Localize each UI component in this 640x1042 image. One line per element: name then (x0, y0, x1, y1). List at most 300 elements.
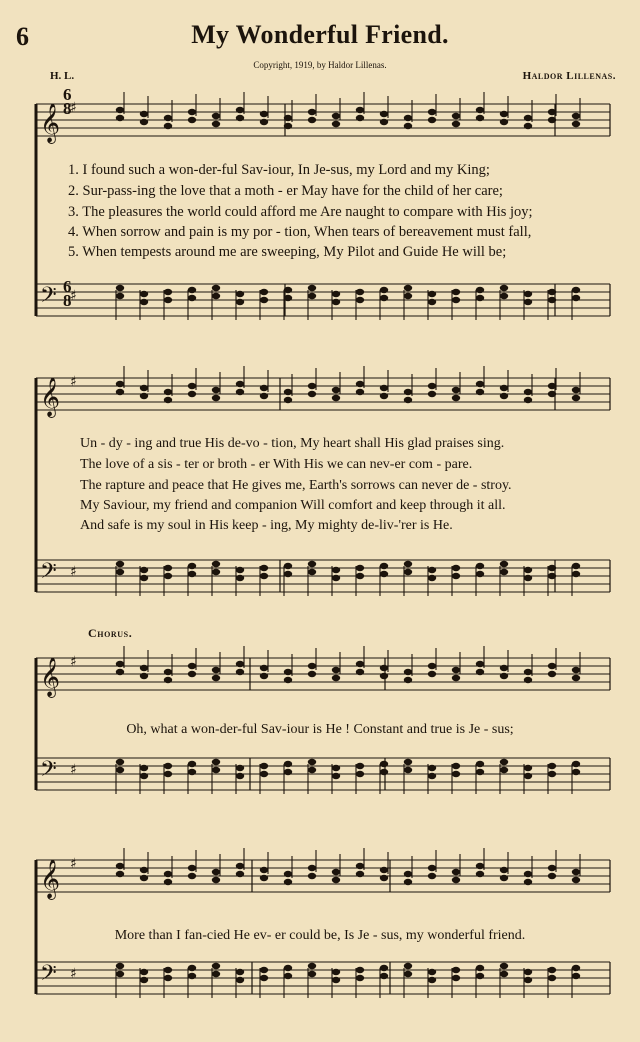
sharp-icon: ♯ (70, 762, 77, 778)
notehead (308, 109, 316, 115)
notehead (236, 381, 244, 387)
notehead (500, 759, 508, 765)
notehead (140, 665, 148, 671)
notehead (524, 575, 532, 581)
notehead (260, 771, 268, 777)
verse-2-line-2: The love of a sis - ter or broth - er With His we can nev-er com - pare. (80, 457, 473, 472)
notehead (260, 393, 268, 399)
notehead (308, 391, 316, 397)
notehead (188, 383, 196, 389)
notehead (140, 765, 148, 771)
notehead (428, 575, 436, 581)
notehead (404, 879, 412, 885)
notehead (404, 561, 412, 567)
notehead (236, 567, 244, 573)
notehead (308, 569, 316, 575)
notehead (452, 113, 460, 119)
notehead (476, 381, 484, 387)
notehead (500, 673, 508, 679)
notehead (356, 771, 364, 777)
notehead (260, 967, 268, 973)
notehead (356, 573, 364, 579)
notehead (548, 117, 556, 123)
treble-clef-icon: 𝄞 (40, 657, 61, 697)
notehead (500, 767, 508, 773)
notehead (260, 385, 268, 391)
notehead (308, 971, 316, 977)
notehead (188, 865, 196, 871)
notehead (140, 969, 148, 975)
notehead (476, 973, 484, 979)
sharp-icon: ♯ (70, 100, 77, 116)
notehead (164, 115, 172, 121)
notehead (356, 289, 364, 295)
notehead (140, 393, 148, 399)
notehead (284, 879, 292, 885)
notehead (572, 387, 580, 393)
notehead (236, 765, 244, 771)
notehead (476, 669, 484, 675)
notehead (380, 393, 388, 399)
notehead (548, 109, 556, 115)
notehead (356, 669, 364, 675)
treble-clef-icon: 𝄞 (40, 103, 61, 143)
chorus-line-2: More than I fan-cied He ev- er could be, Is Je - sus, my wonderful friend. (114, 928, 526, 943)
notehead (164, 967, 172, 973)
page-number: 6 (16, 22, 29, 51)
notehead (500, 285, 508, 291)
notehead (524, 299, 532, 305)
notehead (524, 291, 532, 297)
notehead (524, 397, 532, 403)
notehead (116, 759, 124, 765)
notehead (116, 381, 124, 387)
notehead (140, 119, 148, 125)
notehead (548, 975, 556, 981)
notehead (332, 765, 340, 771)
notehead (164, 389, 172, 395)
notehead (452, 297, 460, 303)
notehead (260, 867, 268, 873)
notehead (380, 665, 388, 671)
notehead (452, 121, 460, 127)
notehead (572, 973, 580, 979)
notehead (332, 121, 340, 127)
notehead (476, 115, 484, 121)
notehead (308, 285, 316, 291)
notehead (284, 571, 292, 577)
notehead (308, 117, 316, 123)
notehead (548, 565, 556, 571)
notehead (452, 975, 460, 981)
notehead (236, 969, 244, 975)
notehead (476, 761, 484, 767)
notehead (116, 863, 124, 869)
verse-1-line-1: 1. I found such a won-der-ful Sav-iour, In Je-sus, my Lord and my King; (68, 162, 490, 178)
notehead (428, 773, 436, 779)
verse-1-line-2: Un - dy - ing and true His de-vo - tion, My heart shall His glad praises sing. (80, 436, 505, 451)
notehead (428, 663, 436, 669)
notehead (404, 397, 412, 403)
notehead (284, 115, 292, 121)
notehead (260, 573, 268, 579)
composer-name: Haldor Lillenas. (522, 70, 616, 82)
notehead (332, 869, 340, 875)
treble-clef-icon: 𝄞 (40, 859, 61, 899)
notehead (428, 567, 436, 573)
notehead (236, 661, 244, 667)
notehead (524, 123, 532, 129)
notehead (116, 971, 124, 977)
notehead (308, 759, 316, 765)
notehead (188, 117, 196, 123)
notehead (212, 569, 220, 575)
notehead (404, 963, 412, 969)
notehead (524, 765, 532, 771)
notehead (548, 289, 556, 295)
hymn-title: My Wonderful Friend. (191, 20, 449, 49)
notehead (452, 395, 460, 401)
notehead (380, 385, 388, 391)
verse-5-line-2: And safe is my soul in His keep - ing, My mighty de-liv-'rer is He. (80, 518, 453, 533)
verse-4-line-1: 4. When sorrow and pain is my por - tion, When tears of bereavement must fall, (68, 224, 532, 240)
notehead (476, 563, 484, 569)
notehead (500, 867, 508, 873)
sharp-icon: ♯ (70, 288, 77, 304)
notehead (164, 123, 172, 129)
notehead (332, 299, 340, 305)
notehead (332, 387, 340, 393)
notehead (164, 871, 172, 877)
notehead (284, 563, 292, 569)
notehead (116, 767, 124, 773)
notehead (356, 967, 364, 973)
notehead (308, 561, 316, 567)
notehead (116, 389, 124, 395)
sharp-icon: ♯ (70, 564, 77, 580)
notehead (236, 115, 244, 121)
notehead (140, 299, 148, 305)
notehead (236, 863, 244, 869)
notehead (236, 299, 244, 305)
notehead (236, 107, 244, 113)
notehead (164, 573, 172, 579)
notehead (404, 767, 412, 773)
notehead (380, 571, 388, 577)
notehead (572, 563, 580, 569)
notehead (500, 665, 508, 671)
notehead (332, 291, 340, 297)
notehead (260, 119, 268, 125)
notehead (260, 673, 268, 679)
notehead (164, 669, 172, 675)
notehead (188, 295, 196, 301)
notehead (380, 867, 388, 873)
notehead (188, 873, 196, 879)
notehead (404, 971, 412, 977)
notehead (284, 871, 292, 877)
notehead (140, 773, 148, 779)
notehead (380, 761, 388, 767)
notehead (476, 769, 484, 775)
notehead (452, 877, 460, 883)
notehead (212, 285, 220, 291)
notehead (452, 387, 460, 393)
notehead (332, 977, 340, 983)
notehead (308, 293, 316, 299)
time-signature-treble: 6 8 (63, 85, 72, 118)
notehead (164, 677, 172, 683)
notehead (524, 669, 532, 675)
notehead (284, 397, 292, 403)
notehead (452, 869, 460, 875)
notehead (404, 285, 412, 291)
notehead (164, 565, 172, 571)
notehead (188, 973, 196, 979)
bass-clef-icon: 𝄢 (40, 559, 57, 589)
notehead (116, 963, 124, 969)
notehead (428, 383, 436, 389)
notehead (500, 111, 508, 117)
notehead (140, 575, 148, 581)
notehead (308, 963, 316, 969)
notehead (524, 773, 532, 779)
notehead (524, 389, 532, 395)
notehead (188, 571, 196, 577)
notehead (476, 295, 484, 301)
notehead (548, 383, 556, 389)
notehead (476, 871, 484, 877)
sharp-icon: ♯ (70, 966, 77, 982)
notehead (212, 759, 220, 765)
notehead (188, 761, 196, 767)
notehead (476, 571, 484, 577)
notehead (116, 285, 124, 291)
notehead (140, 385, 148, 391)
notehead (500, 971, 508, 977)
notehead (164, 763, 172, 769)
notehead (380, 965, 388, 971)
notehead (140, 111, 148, 117)
notehead (164, 397, 172, 403)
notehead (428, 969, 436, 975)
notehead (356, 975, 364, 981)
notehead (212, 387, 220, 393)
notehead (572, 295, 580, 301)
notehead (188, 769, 196, 775)
notehead (428, 865, 436, 871)
verse-4-line-2: My Saviour, my friend and companion Will comfort and keep through it all. (80, 498, 506, 513)
notehead (188, 287, 196, 293)
notehead (164, 879, 172, 885)
notehead (404, 669, 412, 675)
notehead (236, 669, 244, 675)
notehead (428, 671, 436, 677)
notehead (452, 289, 460, 295)
notehead (116, 871, 124, 877)
notehead (356, 389, 364, 395)
notehead (212, 121, 220, 127)
notehead (452, 967, 460, 973)
notehead (332, 969, 340, 975)
notehead (476, 965, 484, 971)
notehead (284, 973, 292, 979)
bass-clef-icon: 𝄢 (40, 283, 57, 313)
notehead (284, 295, 292, 301)
notehead (404, 293, 412, 299)
notehead (452, 667, 460, 673)
notehead (356, 871, 364, 877)
notehead (284, 287, 292, 293)
notehead (260, 975, 268, 981)
notehead (500, 293, 508, 299)
notehead (212, 869, 220, 875)
notehead (188, 965, 196, 971)
notehead (380, 119, 388, 125)
notehead (356, 381, 364, 387)
notehead (164, 771, 172, 777)
notehead (476, 661, 484, 667)
notehead (428, 391, 436, 397)
notehead (380, 287, 388, 293)
notehead (140, 875, 148, 881)
notehead (524, 977, 532, 983)
notehead (404, 677, 412, 683)
notehead (140, 673, 148, 679)
notehead (524, 567, 532, 573)
notehead (284, 769, 292, 775)
notehead (380, 111, 388, 117)
sharp-icon: ♯ (70, 654, 77, 670)
notehead (380, 875, 388, 881)
notehead (164, 975, 172, 981)
notehead (356, 763, 364, 769)
notehead (236, 871, 244, 877)
notehead (260, 289, 268, 295)
notehead (356, 661, 364, 667)
notehead (548, 573, 556, 579)
chorus-line-1: Oh, what a won-der-ful Sav-iour is He ! Constant and true is Je - sus; (126, 722, 514, 737)
notehead (572, 761, 580, 767)
notehead (380, 973, 388, 979)
notehead (284, 761, 292, 767)
notehead (116, 293, 124, 299)
notehead (308, 865, 316, 871)
notehead (356, 565, 364, 571)
notehead (212, 395, 220, 401)
notehead (356, 863, 364, 869)
notehead (500, 119, 508, 125)
notehead (116, 661, 124, 667)
notehead (260, 763, 268, 769)
notehead (572, 675, 580, 681)
notehead (428, 765, 436, 771)
notehead (476, 107, 484, 113)
notehead (236, 389, 244, 395)
notehead (284, 669, 292, 675)
notehead (332, 575, 340, 581)
notehead (284, 123, 292, 129)
notehead (236, 575, 244, 581)
notehead (356, 297, 364, 303)
notehead (572, 287, 580, 293)
notehead (260, 875, 268, 881)
notehead (260, 665, 268, 671)
notehead (356, 107, 364, 113)
notehead (188, 109, 196, 115)
notehead (404, 389, 412, 395)
notehead (308, 671, 316, 677)
notehead (140, 867, 148, 873)
notehead (572, 877, 580, 883)
notehead (404, 115, 412, 121)
notehead (260, 111, 268, 117)
notehead (500, 963, 508, 969)
verse-3-line-2: The rapture and peace that He gives me, Earth's sorrows can never de - stroy. (80, 478, 512, 493)
sharp-icon: ♯ (70, 856, 77, 872)
notehead (188, 563, 196, 569)
notehead (164, 289, 172, 295)
notehead (548, 671, 556, 677)
notehead (260, 565, 268, 571)
notehead (212, 767, 220, 773)
lyricist-initials: H. L. (50, 70, 75, 82)
treble-clef-icon: 𝄞 (40, 377, 61, 417)
notehead (548, 865, 556, 871)
notehead (212, 971, 220, 977)
notehead (212, 113, 220, 119)
notehead (188, 663, 196, 669)
notehead (452, 771, 460, 777)
notehead (500, 875, 508, 881)
notehead (212, 675, 220, 681)
notehead (332, 773, 340, 779)
chorus-label: Chorus. (88, 626, 133, 640)
notehead (164, 297, 172, 303)
notehead (572, 869, 580, 875)
notehead (284, 677, 292, 683)
notehead (284, 965, 292, 971)
notehead (524, 969, 532, 975)
notehead (116, 669, 124, 675)
notehead (452, 565, 460, 571)
notehead (140, 567, 148, 573)
notehead (116, 115, 124, 121)
notehead (428, 873, 436, 879)
notehead (116, 569, 124, 575)
notehead (332, 395, 340, 401)
notehead (548, 771, 556, 777)
notehead (188, 671, 196, 677)
notehead (524, 677, 532, 683)
notehead (524, 879, 532, 885)
notehead (476, 863, 484, 869)
notehead (572, 395, 580, 401)
notehead (452, 675, 460, 681)
notehead (548, 967, 556, 973)
notehead (236, 291, 244, 297)
notehead (140, 291, 148, 297)
notehead (428, 977, 436, 983)
notehead (116, 107, 124, 113)
notehead (308, 663, 316, 669)
notehead (428, 117, 436, 123)
notehead (356, 115, 364, 121)
notehead (380, 673, 388, 679)
notehead (380, 769, 388, 775)
notehead (572, 121, 580, 127)
bass-clef-icon: 𝄢 (40, 757, 57, 787)
